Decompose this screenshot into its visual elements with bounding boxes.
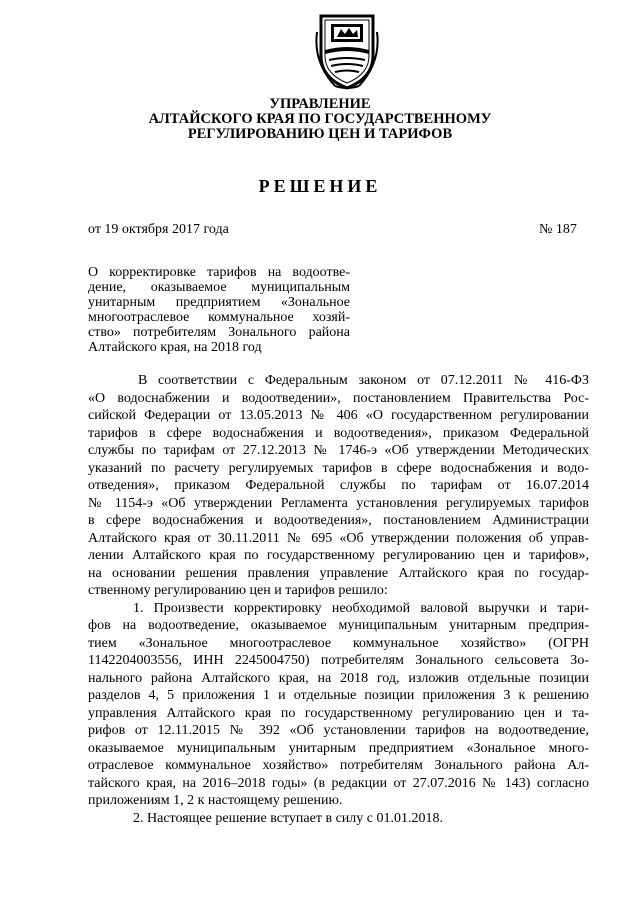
org-line-2: АЛТАЙСКОГО КРАЯ ПО ГОСУДАРСТВЕННОМУ xyxy=(148,111,492,127)
subject-line: ство» потребителям Зонального района xyxy=(88,325,350,340)
body-line: фов на водоотведение, оказываемое муниципальным унитарным предприя- xyxy=(88,618,589,633)
body-line: рифов от 12.11.2015 № 392 «Об установлении тарифов на водоотведение, xyxy=(88,723,589,738)
document-number: № 187 xyxy=(539,222,577,237)
subject-line: дение, оказываемое муниципальным xyxy=(88,280,350,295)
body-line: 1. Произвести корректировку необходимой валовой выручки и тари- xyxy=(133,600,589,616)
subject-line: унитарным предприятием «Зональное xyxy=(88,295,350,310)
body-line: 2. Настоящее решение вступает в силу с 01.01.2018. xyxy=(133,810,443,826)
org-line-1: УПРАВЛЕНИЕ xyxy=(269,96,371,112)
body-line: оказываемое муниципальным унитарным предприятием «Зональное много- xyxy=(88,740,589,756)
body-line: Алтайского края от 30.11.2011 № 695 «Об утверждении положения об управ- xyxy=(88,530,589,546)
coat-of-arms-emblem xyxy=(315,12,379,90)
body-line: В соответствии с Федеральным законом от 07.12.2011 № 416-ФЗ xyxy=(138,373,589,388)
body-line: службы по тарифам от 27.12.2013 № 1746-э «Об утверждении Методических xyxy=(88,443,589,458)
body-line: № 1154-э «Об утверждении Регламента установления регулируемых тарифов xyxy=(88,495,589,511)
organization-name xyxy=(0,97,640,142)
body-line: сийской Федерации от 13.05.2013 № 406 «О государственном регулировании xyxy=(88,408,589,423)
body-line: в сфере водоснабжения и водоотведения», постановлением Администрации xyxy=(88,513,589,528)
body-line: указаний по расчету регулируемых тарифов в сфере водоснабжения и водо- xyxy=(88,460,589,476)
org-line-3: РЕГУЛИРОВАНИЮ ЦЕН И ТАРИФОВ xyxy=(187,126,453,142)
body-line: тием «Зональное многоотраслевое коммунальное хозяйство» (ОГРН xyxy=(88,635,589,651)
body-line: управления Алтайского края по государственному регулированию цен и та- xyxy=(88,705,589,721)
subject-line: многоотраслевое коммунальное хозяй- xyxy=(88,310,350,325)
document-subject xyxy=(88,265,350,355)
document-date: от 19 октября 2017 года xyxy=(88,222,229,237)
body-line: отведения», приказом Федеральной службы по тарифам от 16.07.2014 xyxy=(88,478,589,493)
subject-line: О корректировке тарифов на водоотве- xyxy=(88,265,350,280)
document-body xyxy=(88,372,589,827)
body-line: лении Алтайского края по государственному регулированию цен и тарифов», xyxy=(88,548,589,563)
body-line: тайского края, на 2016–2018 годы» (в редакции от 27.07.2016 № 143) согласно xyxy=(88,775,589,791)
body-line: на основании решения правления управление Алтайского края по государ- xyxy=(88,565,589,581)
body-line: ственному регулированию цен и тарифов решило: xyxy=(88,583,388,598)
body-line: приложениям 1, 2 к настоящему решению. xyxy=(88,793,343,808)
body-line: нального района Алтайского края, на 2018 год, изложив отдельные позиции xyxy=(88,670,589,686)
body-line: разделов 4, 5 приложения 1 и отдельные позиции приложения 3 к решению xyxy=(88,688,589,703)
body-line: 1142204003556, ИНН 2245004750) потребителям Зонального сельсовета Зо- xyxy=(88,653,589,668)
body-line: «О водоснабжении и водоотведении», постановлением Правительства Рос- xyxy=(88,390,589,406)
body-line: отраслевое коммунальное хозяйство» потребителям Зонального района Ал- xyxy=(88,758,589,773)
subject-line: Алтайского края, на 2018 год xyxy=(88,340,262,355)
body-line: тарифов в сфере водоснабжения и водоотведения», приказом Федеральной xyxy=(88,425,589,441)
document-type-title: РЕШЕНИЕ xyxy=(258,176,382,196)
